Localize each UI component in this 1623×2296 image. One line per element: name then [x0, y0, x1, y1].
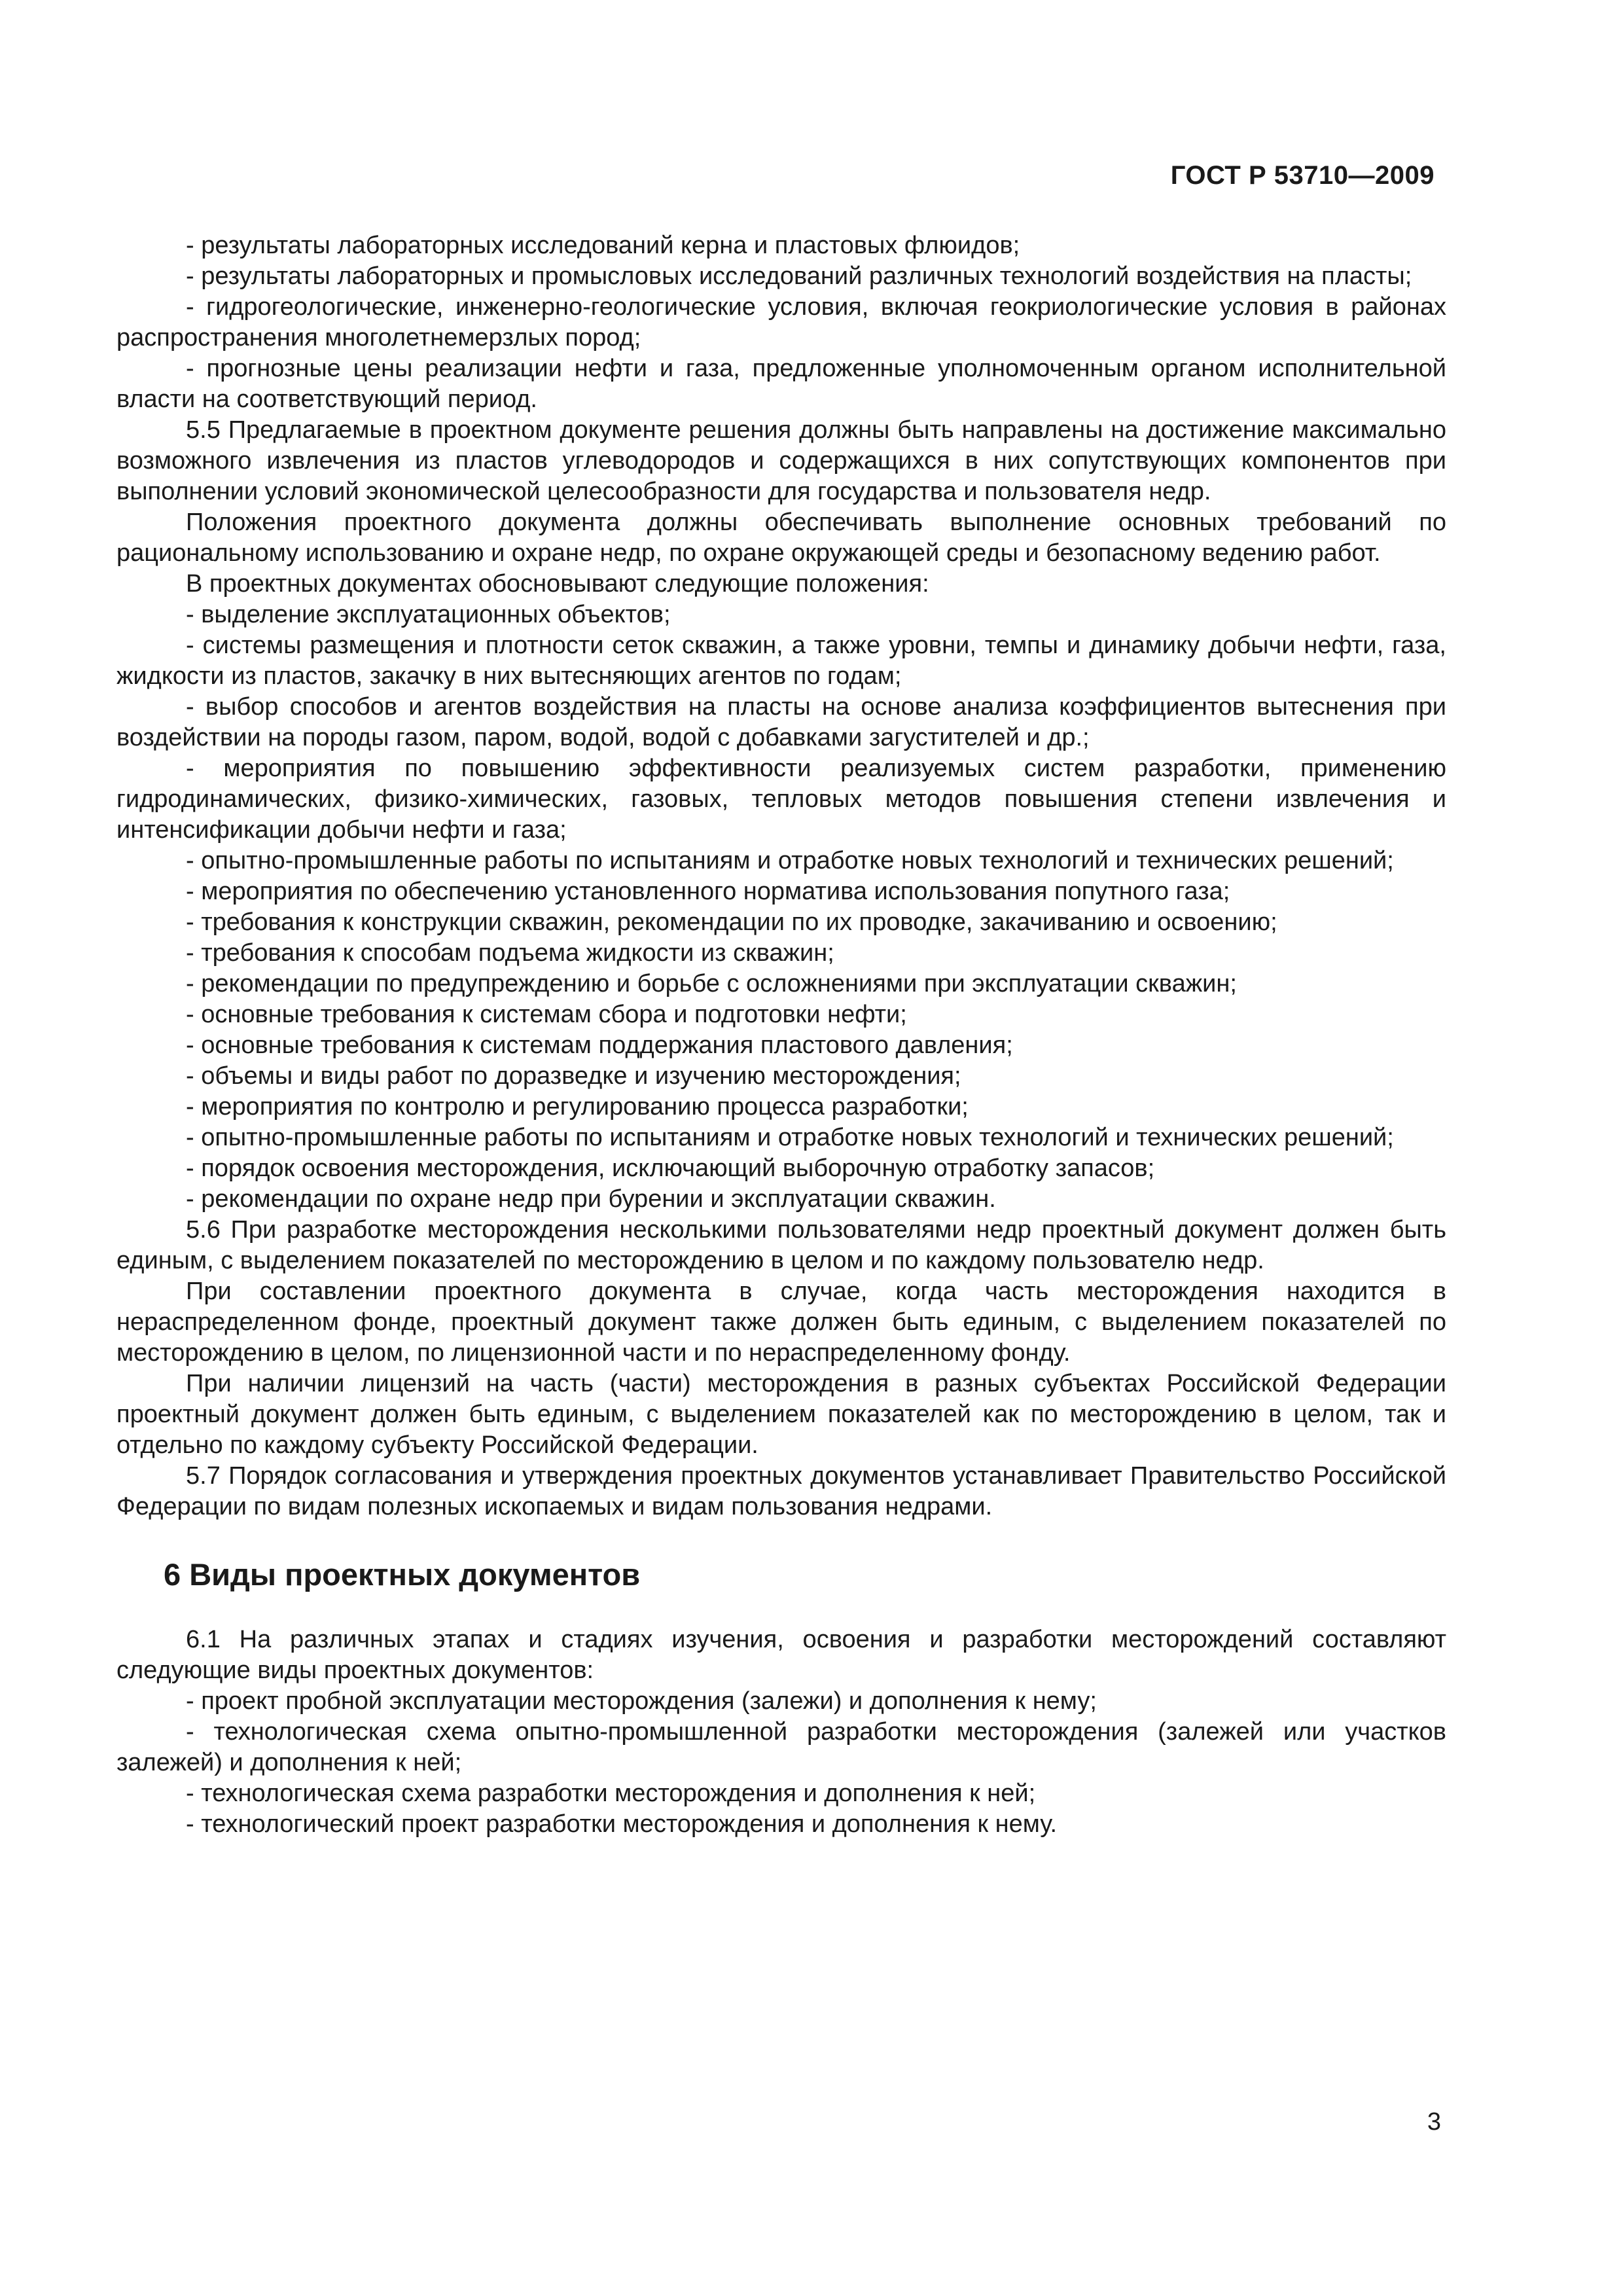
paragraph: - технологический проект разработки месторождения и дополнения к нему.	[186, 1810, 1058, 1838]
paragraph: - мероприятия по контролю и регулированию процесса разработки;	[186, 1093, 969, 1121]
paragraph: При наличии лицензий на часть (части) месторождения в разных субъектах Российской Федерации проектный документ должен быть единым, с выделением показателей как по месторождению в целом, так и отдельно по каждому субъекту Российской Федерации.	[116, 1370, 1446, 1459]
page-number: 3	[1427, 2108, 1441, 2136]
paragraph: В проектных документах обосновывают следующие положения:	[186, 570, 929, 598]
paragraph: - опытно-промышленные работы по испытаниям и отработке новых технологий и технических решений;	[186, 1124, 1394, 1151]
paragraph: - порядок освоения месторождения, исключающий выборочную отработку запасов;	[186, 1155, 1155, 1182]
paragraph: - системы размещения и плотности сеток скважин, а также уровни, темпы и динамику добычи нефти, газа, жидкости из пластов, закачку в них вытесняющих агентов по годам;	[116, 632, 1446, 690]
paragraph: - опытно-промышленные работы по испытаниям и отработке новых технологий и технических решений;	[186, 847, 1394, 874]
paragraph: 5.5 Предлагаемые в проектном документе решения должны быть направлены на достижение максимально возможного извлечения из пластов углеводородов и содержащихся в них сопутствующих компонентов при выполнении условий экономической целесообразности для государства и пользователя недр.	[116, 416, 1446, 505]
paragraph: - основные требования к системам поддержания пластового давления;	[186, 1031, 1013, 1059]
paragraph: - результаты лабораторных и промысловых исследований различных технологий воздействия на пласты;	[186, 262, 1412, 290]
paragraph: - гидрогеологические, инженерно-геологические условия, включая геокриологические условия в районах распространения многолетнемерзлых пород;	[116, 293, 1446, 351]
paragraph: - результаты лабораторных исследований керна и пластовых флюидов;	[186, 232, 1020, 259]
paragraph: - требования к конструкции скважин, рекомендации по их проводке, закачиванию и освоению;	[186, 908, 1277, 936]
paragraph: - выбор способов и агентов воздействия на пласты на основе анализа коэффициентов вытеснения при воздействии на породы газом, паром, водой, водой с добавками загустителей и др.;	[116, 693, 1446, 751]
paragraph: Положения проектного документа должны обеспечивать выполнение основных требований по рациональному использованию и охране недр, по охране окружающей среды и безопасному ведению работ.	[116, 509, 1446, 567]
paragraph: 5.6 При разработке месторождения несколькими пользователями недр проектный документ должен быть единым, с выделением показателей по месторождению в целом и по каждому пользователю недр.	[116, 1216, 1446, 1274]
document-code: ГОСТ Р 53710—2009	[1170, 161, 1435, 190]
paragraph: - мероприятия по обеспечению установленного норматива использования попутного газа;	[186, 878, 1230, 905]
paragraph: - проект пробной эксплуатации месторождения (залежи) и дополнения к нему;	[186, 1687, 1097, 1715]
paragraph: 6.1 На различных этапах и стадиях изучения, освоения и разработки месторождений составляют следующие виды проектных документов:	[116, 1626, 1446, 1684]
section-6-paragraphs	[116, 1624, 1446, 1840]
paragraph: - мероприятия по повышению эффективности реализуемых систем разработки, применению гидродинамических, физико-химических, газовых, тепловых методов повышения степени извлечения и интенсификации добычи нефти и газа;	[116, 755, 1446, 844]
paragraph: - технологическая схема разработки месторождения и дополнения к ней;	[186, 1780, 1036, 1807]
paragraph: - выделение эксплуатационных объектов;	[186, 601, 671, 628]
paragraph: При составлении проектного документа в случае, когда часть месторождения находится в нераспределенном фонде, проектный документ также должен быть единым, с выделением показателей по месторождению в целом, по лицензионной части и по нераспределенному фонду.	[116, 1278, 1446, 1367]
paragraph: - основные требования к системам сбора и подготовки нефти;	[186, 1001, 907, 1028]
section-title: 6 Виды проектных документов	[164, 1557, 641, 1592]
document-body	[116, 230, 1446, 1840]
paragraph: - технологическая схема опытно-промышленной разработки месторождения (залежей или участков залежей) и дополнения к ней;	[116, 1718, 1446, 1776]
paragraph: - объемы и виды работ по доразведке и изучению месторождения;	[186, 1062, 961, 1090]
paragraph: - рекомендации по охране недр при бурении и эксплуатации скважин.	[186, 1185, 996, 1213]
paragraph: - рекомендации по предупреждению и борьбе с осложнениями при эксплуатации скважин;	[186, 970, 1237, 997]
paragraph: 5.7 Порядок согласования и утверждения проектных документов устанавливает Правительство Российской Федерации по видам полезных ископаемых и видам пользования недрами.	[116, 1462, 1446, 1520]
section-5-paragraphs	[116, 230, 1446, 1522]
paragraph: - прогнозные цены реализации нефти и газа, предложенные уполномоченным органом исполнительной власти на соответствующий период.	[116, 355, 1446, 413]
paragraph: - требования к способам подъема жидкости из скважин;	[186, 939, 834, 967]
